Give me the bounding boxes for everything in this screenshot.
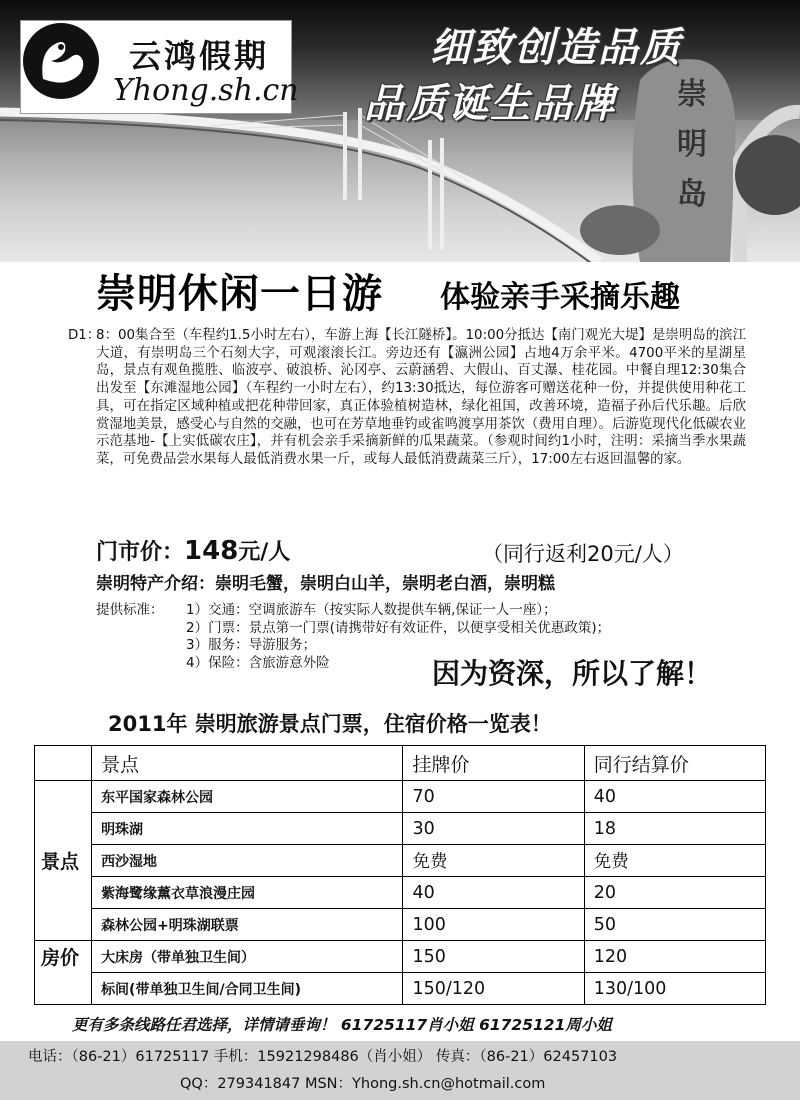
table-cell-name: 紫海鹭缘薰衣草浪漫庄园: [92, 877, 403, 909]
monument-inscription: 崇明岛: [677, 77, 707, 212]
table-cell-name: 明珠湖: [92, 813, 403, 845]
itinerary-text: [68, 327, 746, 469]
table-cell-name: 标间(带单独卫生间/合同卫生间): [92, 973, 403, 1005]
peer-rebate: （同行返利20元/人）: [482, 542, 684, 566]
brand-domain: Yhong.sh.cn: [113, 73, 299, 108]
table-category: 房价: [35, 941, 92, 1005]
table-header-blank: [35, 746, 92, 781]
standards-label: 提供标准：: [96, 602, 164, 618]
tagline: 因为资深，所以了解！: [432, 657, 713, 690]
table-cell-list-price: 70: [403, 781, 584, 813]
table-cell-list-price: 40: [403, 877, 584, 909]
table-header-cell: 挂牌价: [403, 746, 584, 781]
price-table-title: 2011年 崇明旅游景点门票，住宿价格一览表！: [108, 712, 552, 736]
page-subtitle: 体验亲手采摘乐趣: [440, 280, 680, 315]
brand-logo: [20, 20, 299, 114]
price-amount: 148: [184, 536, 239, 566]
table-cell-name: 森林公园+明珠湖联票: [92, 909, 403, 941]
table-cell-peer-price: 40: [584, 781, 765, 813]
standard-item: 3）服务：导游服务；: [186, 637, 317, 654]
specialty-intro: 崇明特产介绍：崇明毛蟹，崇明白山羊，崇明老白酒，崇明糕: [96, 574, 555, 594]
table-cell-list-price: 30: [403, 813, 584, 845]
table-header-cell: 景点: [92, 746, 403, 781]
retail-price: [96, 535, 290, 566]
slogan-line-2: 品质诞生品牌: [364, 81, 616, 127]
table-cell-peer-price: 130/100: [584, 973, 765, 1005]
standard-item: 4）保险：含旅游意外险: [186, 655, 330, 672]
table-category: 景点: [35, 781, 92, 941]
table-cell-list-price: 150/120: [403, 973, 584, 1005]
table-cell-peer-price: 120: [584, 941, 765, 973]
table-row: [35, 781, 766, 813]
table-cell-list-price: 100: [403, 909, 584, 941]
table-cell-peer-price: 免费: [584, 845, 765, 877]
table-header-cell: 同行结算价: [584, 746, 765, 781]
table-cell-peer-price: 50: [584, 909, 765, 941]
price-table: [34, 745, 766, 1005]
table-row: [35, 845, 766, 877]
table-cell-name: 大床房（带单独卫生间）: [92, 941, 403, 973]
footer-phones: 电话：（86-21）61725117 手机：15921298486（肖小姐） 传真：（86-21）62457103: [28, 1049, 618, 1065]
contact-line: 更有多条线路任君选择，详情请垂询！ 61725117肖小姐 61725121周小姐: [72, 1016, 612, 1034]
brand-name: 云鸿假期: [129, 37, 270, 75]
table-cell-list-price: 150: [403, 941, 584, 973]
standard-item: 1）交通：空调旅游车（按实际人数提供车辆,保证一人一座）；: [186, 602, 557, 618]
table-row: [35, 909, 766, 941]
table-row: [35, 941, 766, 973]
table-row: [35, 813, 766, 845]
swan-logo-icon: [21, 21, 101, 101]
itinerary-body: 8：00集合至（车程约1.5小时左右），车游上海【长江隧桥】。10:00分抵达【南门观光大堤】是崇明岛的滨江大道，有崇明岛三个石刻大字，可观滚滚长江。旁边还有【瀛洲公园】占地4万余平米。4700平米的星湖星岛，景点有观鱼揽胜、临波亭、破浪桥、沁冈亭、云蔚涵碧、大假山、百丈瀑、桂花园。中餐自理12:30集合出发至【东滩湿地公园】（车程约一小时左右），约13:30抵达，每位游客可赠送花种一份，并提供使用种花工具，可在指定区域种植或把花种带回家，真正体验植树造林，绿化祖国，改善环境，造福子孙后代乐趣。后欣赏湿地美景，感受心与自然的交融，也可在芳草地垂钓或雀鸣渡享用茶饮（费用自理）。后游览现代化低碳农业示范基地-【上实低碳农庄】，并有机会亲手采摘新鲜的瓜果蔬菜。（参观时间约1小时，注明：采摘当季水果蔬菜，可免费品尝水果每人最低消费水果一斤，或每人最低消费蔬菜三斤），17:00左右返回温馨的家。: [96, 328, 746, 467]
table-header-row: [35, 746, 766, 781]
itinerary-day-label: D1：: [68, 328, 101, 343]
table-cell-list-price: 免费: [403, 845, 584, 877]
page-title: 崇明休闲一日游: [96, 271, 383, 317]
table-cell-peer-price: 20: [584, 877, 765, 909]
footer-im: QQ：279341847 MSN：Yhong.sh.cn@hotmail.com: [180, 1076, 546, 1092]
hero-banner: [0, 0, 800, 262]
table-row: [35, 877, 766, 909]
table-row: [35, 973, 766, 1005]
price-label: 门市价：: [96, 540, 185, 565]
price-unit: 元/人: [238, 540, 291, 565]
footer: [0, 1041, 800, 1100]
table-cell-name: 东平国家森林公园: [92, 781, 403, 813]
table-cell-peer-price: 18: [584, 813, 765, 845]
slogan-line-1: 细致创造品质: [430, 25, 682, 71]
standard-item: 2）门票：景点第一门票(请携带好有效证件，以便享受相关优惠政策)；: [186, 619, 611, 636]
table-cell-name: 西沙湿地: [92, 845, 403, 877]
